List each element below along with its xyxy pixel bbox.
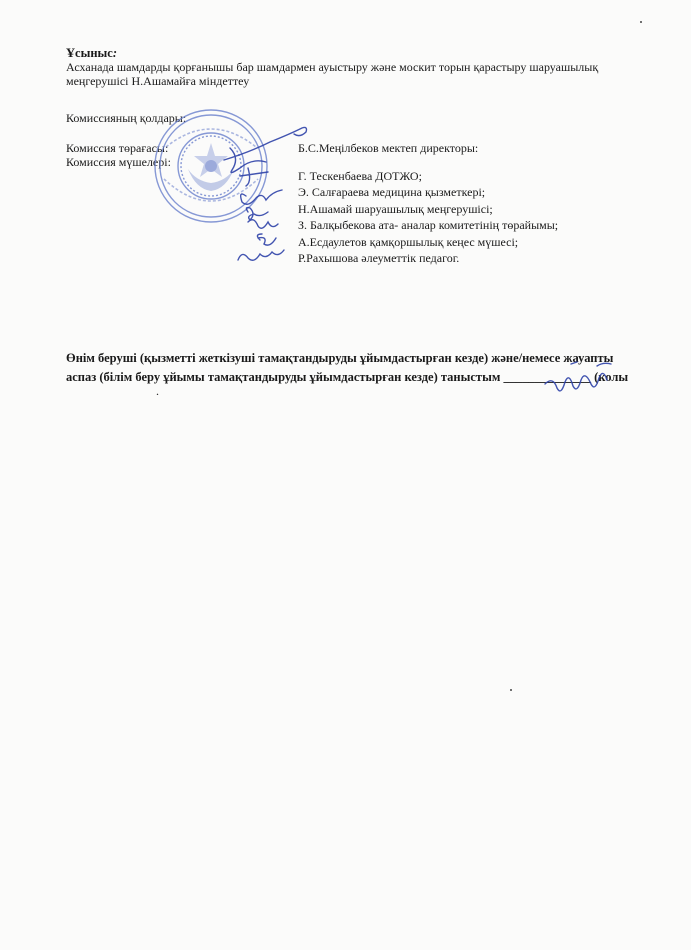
scan-speck [510, 689, 512, 691]
ack-line-2-text: аспаз (білім беру ұйымы тамақтандыруды ұйымдастырған кезде) таныстым [66, 370, 501, 384]
member-2: Э. Салғараева медицина қызметкері; [298, 185, 486, 199]
commission-signatures-title: Комиссияның қолдары: [66, 111, 187, 125]
proposal-line-1: Асханада шамдарды қорғанышы бар шамдармен ауыстыру және москит торын қарастыру шаруашылық [66, 60, 599, 74]
proposal-line-2: меңгерушісі Н.Ашамайға міндеттеу [66, 74, 250, 88]
commission-chair-value: Б.С.Меңілбеков мектеп директоры: [298, 141, 479, 155]
ack-line-1: Өнім беруші (қызметті жеткізуші тамақтандыруды ұйымдастырған кезде) және/немесе жауапты [66, 351, 614, 365]
ack-period: . [156, 384, 159, 398]
commission-chair-label: Комиссия төрағасы: [66, 141, 169, 155]
proposal-heading: Ұсыныс: [66, 46, 118, 60]
commission-members-label: Комиссия мүшелері: [66, 155, 171, 169]
ack-signature-blank: ______________ [503, 370, 591, 384]
scan-speck [640, 21, 642, 23]
member-5: А.Есдаулетов қамқоршылық кеңес мүшесі; [298, 235, 519, 249]
handwritten-signatures [210, 118, 322, 268]
member-3: Н.Ашамай шаруашылық меңгерушісі; [298, 202, 493, 216]
ack-suffix: (колы [594, 370, 629, 384]
member-1: Г. Тескенбаева ДОТЖО; [298, 169, 422, 183]
member-6: Р.Рахышова әлеуметтік педагог. [298, 251, 460, 265]
ack-handwritten-signature [541, 358, 621, 398]
member-4: З. Балқыбекова ата- аналар комитетінің төрайымы; [298, 218, 559, 232]
